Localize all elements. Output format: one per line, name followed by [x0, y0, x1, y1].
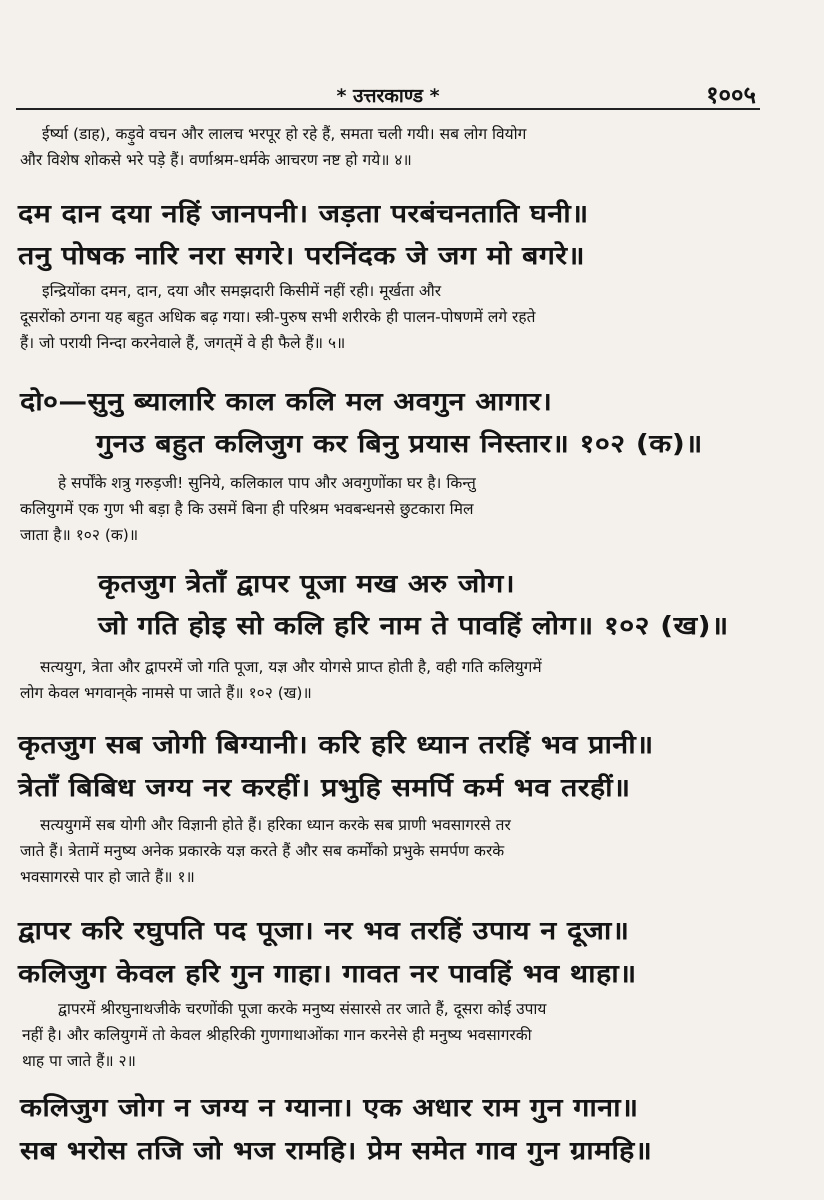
prose-line: कलियुगमें एक गुण भी बड़ा है कि उसमें बिना ही परिश्रम भवबन्धनसे छुटकारा मिल [20, 500, 474, 518]
doha-line: गुनउ बहुत कलिजुग कर बिनु प्रयास निस्तार॥ १०२ (क)॥ [96, 429, 703, 458]
prose-paragraph [20, 654, 542, 706]
page-number: १००५ [706, 81, 756, 109]
prose-paragraph [20, 812, 511, 890]
prose-line: जाते हैं। त्रेतामें मनुष्य अनेक प्रकारके यज्ञ करते हैं और सब कर्मोंको प्रभुके समर्पण करके [20, 842, 505, 860]
doha-line: दो०—सुनु ब्यालारि काल कलि मल अवगुन आगार। [20, 387, 553, 416]
prose-paragraph [20, 470, 476, 548]
prose-paragraph [20, 121, 527, 173]
page-header [16, 80, 760, 110]
verse-line: तनु पोषक नारि नरा सगरे। परनिंदक जे जग मो बगरे॥ [18, 241, 585, 270]
verse-line: कलिजुग केवल हरि गुन गाहा। गावत नर पावहिं भव थाहा॥ [18, 959, 637, 988]
verse-line: कलिजुग जोग न जग्य न ग्याना। एक अधार राम गुन गाना॥ [20, 1093, 639, 1122]
prose-line: हैं। जो परायी निन्दा करनेवाले हैं, जगत्‌में वे ही फैले हैं॥ ५॥ [20, 334, 346, 352]
verse-line: दम दान दया नहिं जानपनी। जड़ता परबंचनताति घनी॥ [18, 199, 589, 228]
prose-line: भवसागरसे पार हो जाते हैं॥ १॥ [20, 868, 195, 886]
verse-line: त्रेताँ बिबिध जग्य नर करहीं। प्रभुहि समर्पि कर्म भव तरहीं॥ [18, 773, 631, 802]
prose-paragraph [22, 996, 547, 1074]
prose-line: और विशेष शोकसे भरे पड़े हैं। वर्णाश्रम-धर्मके आचरण नष्ट हो गये॥ ४॥ [20, 151, 412, 169]
prose-line: इन्द्रियोंका दमन, दान, दया और समझदारी किसीमें नहीं रही। मूर्खता और [42, 282, 442, 300]
chapter-title: * उत्तरकाण्ड * [336, 85, 440, 107]
prose-line: द्वापरमें श्रीरघुनाथजीके चरणोंकी पूजा करके मनुष्य संसारसे तर जाते हैं, दूसरा कोई उपाय [58, 1000, 547, 1018]
verse-line: सब भरोस तजि जो भज रामहि। प्रेम समेत गाव गुन ग्रामहि॥ [20, 1136, 653, 1165]
prose-line: हे सर्पोंके शत्रु गरुड़जी! सुनिये, कलिकाल पाप और अवगुणोंका घर है। किन्तु [58, 474, 476, 492]
prose-line: सत्ययुगमें सब योगी और विज्ञानी होते हैं। हरिका ध्यान करके सब प्राणी भवसागरसे तर [40, 816, 511, 834]
prose-line: थाह पा जाते हैं॥ २॥ [22, 1052, 136, 1070]
prose-line: नहीं है। और कलियुगमें तो केवल श्रीहरिकी गुणगाथाओंका गान करनेसे ही मनुष्य भवसागरकी [22, 1026, 532, 1044]
prose-line: दूसरोंको ठगना यह बहुत अधिक बढ़ गया। स्त्री-पुरुष सभी शरीरके ही पालन-पोषणमें लगे रहते [20, 308, 536, 326]
prose-paragraph [20, 278, 536, 356]
doha-line: जो गति होइ सो कलि हरि नाम ते पावहिं लोग॥ १०२ (ख)॥ [98, 611, 729, 640]
verse-line: कृतजुग सब जोगी बिग्यानी। करि हरि ध्यान तरहिं भव प्रानी॥ [18, 730, 654, 759]
prose-line: लोग केवल भगवान्‌के नामसे पा जाते हैं॥ १०२ (ख)॥ [20, 684, 312, 702]
doha-line: कृतजुग त्रेताँ द्वापर पूजा मख अरु जोग। [98, 569, 515, 598]
prose-line: सत्ययुग, त्रेता और द्वापरमें जो गति पूजा, यज्ञ और योगसे प्राप्त होती है, वही गति कलियुगमें [40, 658, 542, 676]
prose-line: ईर्ष्या (डाह), कड़ुवे वचन और लालच भरपूर हो रहे हैं, समता चली गयी। सब लोग वियोग [42, 125, 527, 143]
prose-line: जाता है॥ १०२ (क)॥ [20, 526, 139, 544]
verse-line: द्वापर करि रघुपति पद पूजा। नर भव तरहिं उपाय न दूजा॥ [18, 916, 630, 945]
